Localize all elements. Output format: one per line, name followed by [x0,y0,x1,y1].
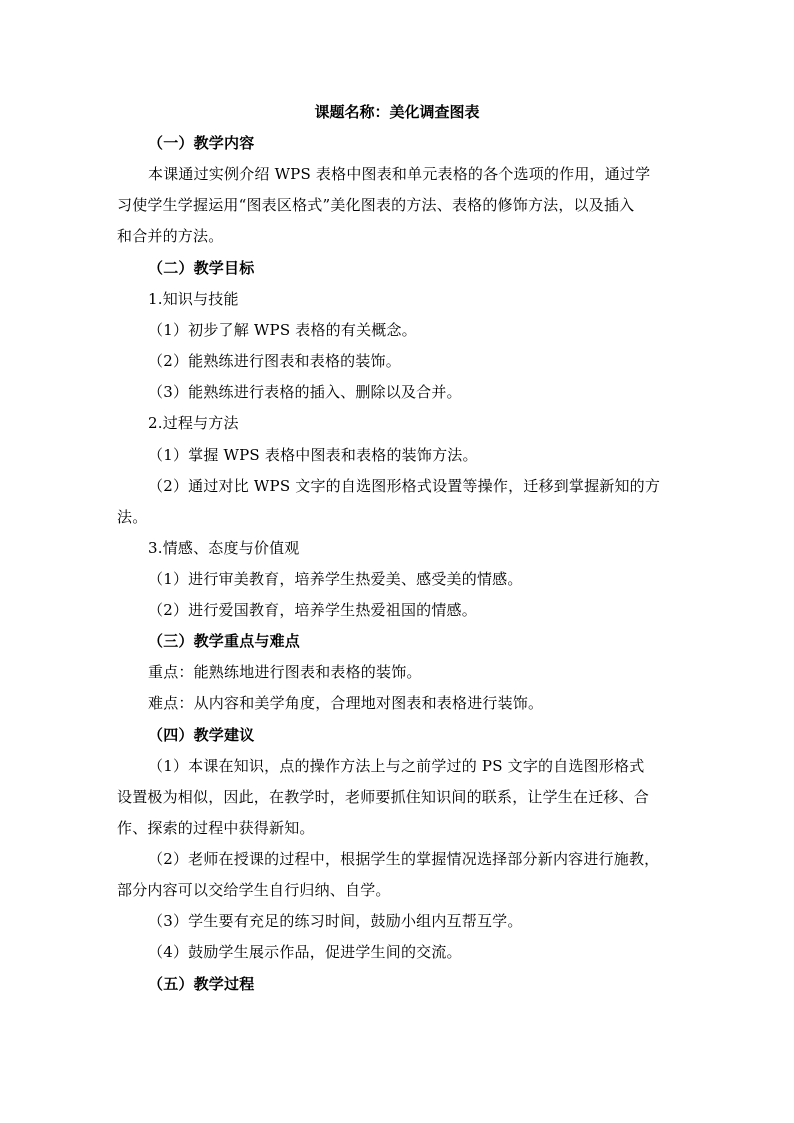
list-item-continuation: 设置极为相似，因此，在教学时，老师要抓住知识间的联系，让学生在迁移、合 [117,788,650,806]
document-title: 课题名称：美化调查图表 [314,103,480,121]
list-item: （1）初步了解 WPS 表格的有关概念。 [148,321,417,339]
subheading-emotion-values: 3.情感、态度与价值观 [148,539,300,557]
section-heading-key-points: （三）教学重点与难点 [148,632,301,650]
paragraph-line: 和合并的方法。 [117,227,224,245]
list-item: （3）能熟练进行表格的插入、删除以及合并。 [148,383,462,401]
list-item: （3）学生要有充足的练习时间，鼓励小组内互帮互学。 [148,912,523,930]
difficult-point-text: 难点：从内容和美学角度，合理地对图表和表格进行装饰。 [148,694,544,712]
list-item: （1）本课在知识，点的操作方法上与之前学过的 PS 文字的自选图形格式 [148,757,645,775]
paragraph-line: 本课通过实例介绍 WPS 表格中图表和单元表格的各个选项的作用，通过学 [148,165,651,183]
subheading-process-methods: 2.过程与方法 [148,414,239,432]
paragraph-line: 习使学生学握运用“图表区格式”美化图表的方法、表格的修饰方法，以及插入 [117,196,635,214]
subheading-knowledge-skills: 1.知识与技能 [148,290,239,308]
list-item: （1）进行审美教育，培养学生热爱美、感受美的情感。 [148,570,523,588]
list-item: （4）鼓励学生展示作品，促进学生间的交流。 [148,943,462,961]
key-point-text: 重点：能熟练地进行图表和表格的装饰。 [148,663,422,681]
list-item: （2）能熟练进行图表和表格的装饰。 [148,352,401,370]
section-heading-teaching-content: （一）教学内容 [148,134,255,152]
section-heading-teaching-process: （五）教学过程 [148,975,255,993]
list-item-continuation: 法。 [117,508,148,526]
list-item: （1）掌握 WPS 表格中图表和表格的装饰方法。 [148,446,478,464]
list-item: （2）进行爱国教育，培养学生热爱祖国的情感。 [148,601,477,619]
list-item: （2）老师在授课的过程中，根据学生的掌握情况选择部分新内容进行施教， [148,850,660,868]
section-heading-teaching-goals: （二）教学目标 [148,259,255,277]
section-heading-teaching-suggestions: （四）教学建议 [148,726,255,744]
list-item: （2）通过对比 WPS 文字的自选图形格式设置等操作，迁移到掌握新知的方 [148,477,661,495]
list-item-continuation: 部分内容可以交给学生自行归纳、自学。 [117,881,391,899]
list-item-continuation: 作、探索的过程中获得新知。 [117,819,315,837]
